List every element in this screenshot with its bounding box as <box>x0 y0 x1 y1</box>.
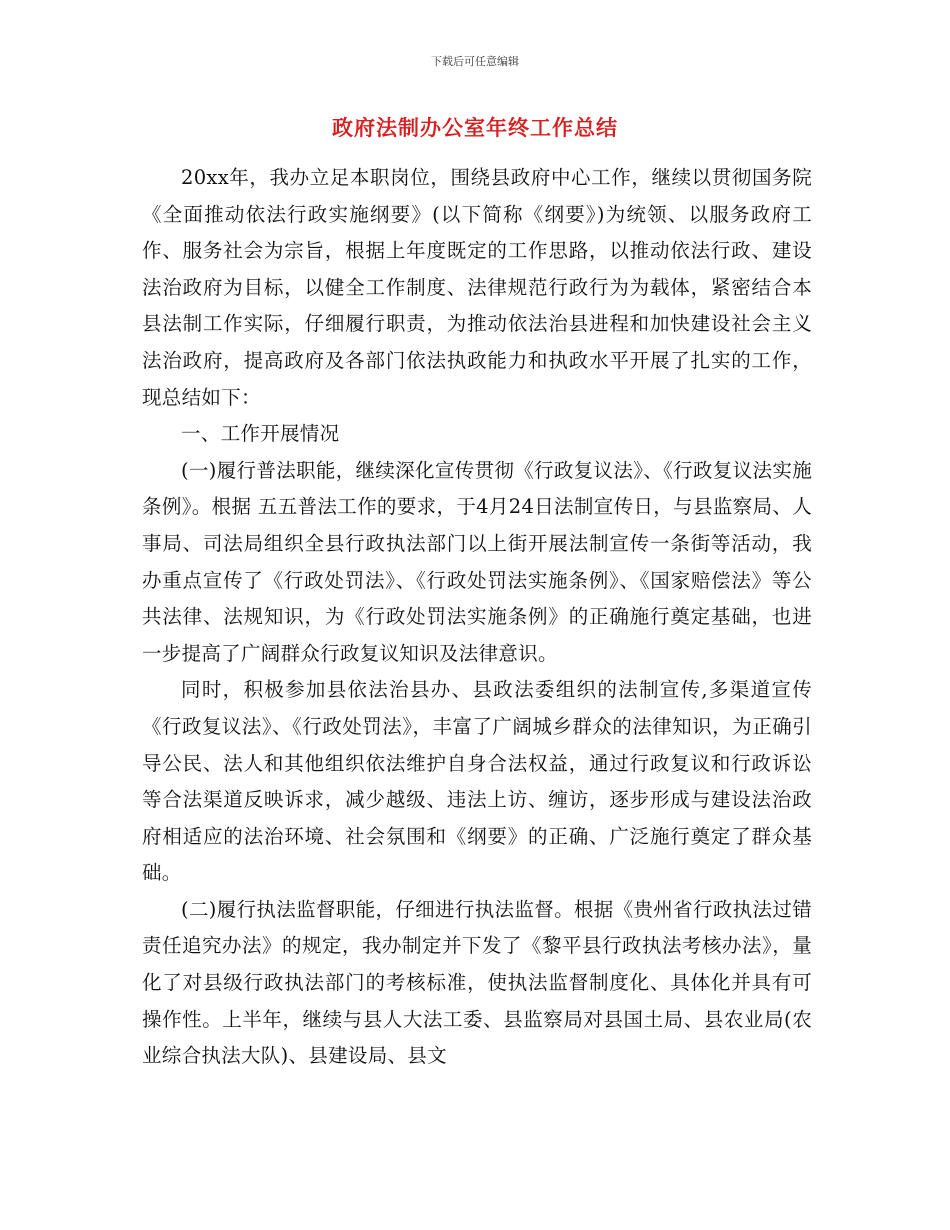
section-heading-work: 一、工作开展情况 <box>181 422 340 446</box>
paragraph-intro: 20xx年，我办立足本职岗位，围绕县政府中心工作，继续以贯彻国务院《全面推动依法行政实施纲要》(以下简称《纲要》)为统领、以服务政府工作、服务社会为宗旨，根据上年度既定的工作思路，以推动依法行政、建设法治政府为目标，以健全工作制度、法律规范行政行为为载体，紧密结合本县法制工作实际，仔细履行职责，为推动依法治县进程和加快建设社会主义法治政府，提高政府及各部门依法执政能力和执政水平开展了扎实的工作，现总结如下： <box>142 166 812 409</box>
header-note: 下载后可任意编辑 <box>431 55 519 68</box>
paragraph-publicity: 同时，积极参加县依法治县办、县政法委组织的法制宣传,多渠道宣传《行政复议法》、《行政处罚法》，丰富了广阔城乡群众的法律知识，为正确引导公民、法人和其他组织依法维护自身合法权益，通过行政复议和行政诉讼等合法渠道反映诉求，减少越级、违法上访、缠访，逐步形成与建设法治政府相适应的法治环境、社会氛围和《纲要》的正确、广泛施行奠定了群众基础。 <box>142 678 812 885</box>
document-body <box>142 160 812 1075</box>
document-title: 政府法制办公室年终工作总结 <box>332 116 618 140</box>
paragraph-supervision: (二)履行执法监督职能，仔细进行执法监督。根据《贵州省行政执法过错责任追究办法》的规定，我办制定并下发了《黎平县行政执法考核办法》，量化了对县级行政执法部门的考核标准，使执法监督制度化、具体化并具有可操作性。上半年，继续与县人大法工委、县监察局对县国土局、县农业局(农业综合执法大队)、县建设局、县文 <box>142 897 812 1068</box>
paragraph-legal-promotion: (一)履行普法职能，继续深化宣传贯彻《行政复议法》、《行政复议法实施条例》。根据 五五普法工作的要求，于4月24日法制宣传日，与县监察局、人事局、司法局组织全县行政执法部门以上街开展法制宣传一条街等活动，我办重点宣传了《行政处罚法》、《行政处罚法实施条例》、《国家赔偿法》等公共法律、法规知识，为《行政处罚法实施条例》的正确施行奠定基础，也进一步提高了广阔群众行政复议知识及法律意识。 <box>142 458 812 665</box>
